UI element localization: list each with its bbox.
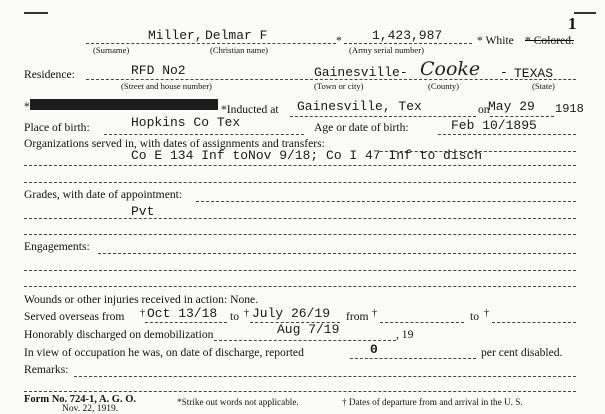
grades-line-1	[24, 218, 576, 219]
induction-on-label: on	[478, 103, 490, 116]
corner-mark-right	[574, 12, 596, 14]
christian-name-caption: (Christian name)	[210, 45, 268, 55]
engagements-line-1	[24, 270, 576, 271]
grades-header-line	[196, 201, 576, 202]
name-line	[86, 43, 336, 44]
residence-county-value: Cooke	[420, 58, 481, 80]
birth-date-line	[438, 134, 576, 135]
serial-number-caption: (Army serial number)	[349, 45, 424, 55]
induction-year-value: 1918	[555, 102, 584, 116]
residence-state-line	[510, 79, 576, 80]
residence-town-caption: (Town or city)	[314, 81, 364, 91]
serial-number-value: 1,423,987	[372, 28, 443, 43]
residence-town-value: Gainesville-	[314, 65, 408, 80]
overseas-from-date: Oct 13/18	[147, 306, 218, 321]
discharge-label: Honorably discharged on demobilization	[24, 328, 214, 341]
disability-suffix: per cent disabled.	[481, 346, 563, 359]
overseas-from2-label: from	[346, 310, 369, 323]
form-date: Nov. 22, 1919.	[62, 404, 119, 414]
discharge-date-line	[214, 340, 396, 341]
disability-value: 0	[370, 342, 378, 357]
birth-place-label: Place of birth:	[24, 121, 90, 134]
remarks-label: Remarks:	[24, 363, 69, 376]
organizations-line-2	[24, 182, 576, 183]
residence-dash: -	[500, 65, 508, 80]
surname-caption: (Surname)	[93, 45, 130, 55]
remarks-line-2	[24, 391, 576, 392]
serial-line	[344, 43, 472, 44]
induction-date-line	[490, 116, 554, 117]
birth-place-line	[104, 134, 304, 135]
residence-town-line	[300, 79, 412, 80]
organizations-value: Co E 134 Inf toNov 9/18; Co I 47 Inf to disch	[131, 148, 483, 163]
white-option: * White	[477, 34, 514, 47]
overseas-from-line	[145, 322, 227, 323]
overseas-to2-dagger: †	[484, 308, 489, 319]
overseas-to-date: July 26/19	[252, 306, 331, 321]
engagements-header-line	[98, 253, 576, 254]
overseas-label: Served overseas from	[24, 310, 125, 323]
residence-street-caption: (Street and house number)	[121, 81, 212, 91]
birth-date-value: Feb 10/1895	[451, 118, 537, 133]
residence-street-value: RFD No2	[131, 63, 186, 78]
overseas-to2-line	[492, 322, 576, 323]
residence-county-line	[414, 79, 508, 80]
corner-number: 1	[568, 14, 577, 33]
residence-street-line	[86, 79, 298, 80]
induction-star: *	[24, 100, 30, 113]
surname-value: Miller,	[148, 28, 203, 43]
inducted-at-value: Gainesville, Tex	[297, 99, 422, 114]
organizations-line-1	[24, 165, 576, 166]
dates-note: † Dates of departure from and arrival in the U. S.	[342, 397, 523, 407]
residence-label: Residence:	[24, 68, 75, 81]
disability-label: In view of occupation he was, on date of discharge, reported	[24, 346, 304, 359]
overseas-to-dagger: †	[244, 308, 249, 319]
discharge-year-suffix: , 19	[396, 328, 414, 341]
christian-name-value: Delmar F	[205, 28, 268, 43]
inducted-at-line	[290, 116, 476, 117]
overseas-to-label: to	[230, 310, 240, 323]
birth-place-value: Hopkins Co Tex	[131, 115, 241, 130]
engagements-line-2	[24, 286, 576, 287]
overseas-to2-label: to	[470, 310, 480, 323]
organizations-label: Organizations served in, with dates of assignments and transfers:	[24, 137, 325, 150]
overseas-from-dagger: †	[140, 308, 145, 319]
overseas-from2-line	[380, 322, 464, 323]
residence-state-value: TEXAS	[514, 66, 554, 81]
discharge-date: Aug 7/19	[277, 322, 340, 337]
wounds-label: Wounds or other injuries received in action: None.	[24, 293, 259, 306]
inducted-at-label: *Inducted at	[221, 103, 279, 116]
form-number: Form No. 724-1, A. G. O.	[24, 394, 136, 405]
grades-label: Grades, with date of appointment:	[24, 188, 183, 201]
strike-out-note: *Strike out words not applicable.	[177, 397, 299, 407]
corner-mark-left	[24, 12, 48, 14]
redacted-enlistment-text	[30, 99, 218, 110]
residence-county-caption: (County)	[428, 81, 460, 91]
engagements-label: Engagements:	[24, 240, 90, 253]
birth-date-label: Age or date of birth:	[314, 121, 409, 134]
disability-line	[350, 358, 476, 359]
overseas-from2-dagger: †	[372, 308, 377, 319]
induction-date-value: May 29	[488, 99, 535, 114]
name-separator: *	[336, 34, 342, 47]
colored-option: * Colored.	[525, 34, 574, 47]
residence-state-caption: (State)	[532, 81, 555, 91]
grades-line-2	[24, 234, 576, 235]
grades-value: Pvt	[131, 204, 155, 219]
remarks-line-1	[74, 376, 576, 377]
